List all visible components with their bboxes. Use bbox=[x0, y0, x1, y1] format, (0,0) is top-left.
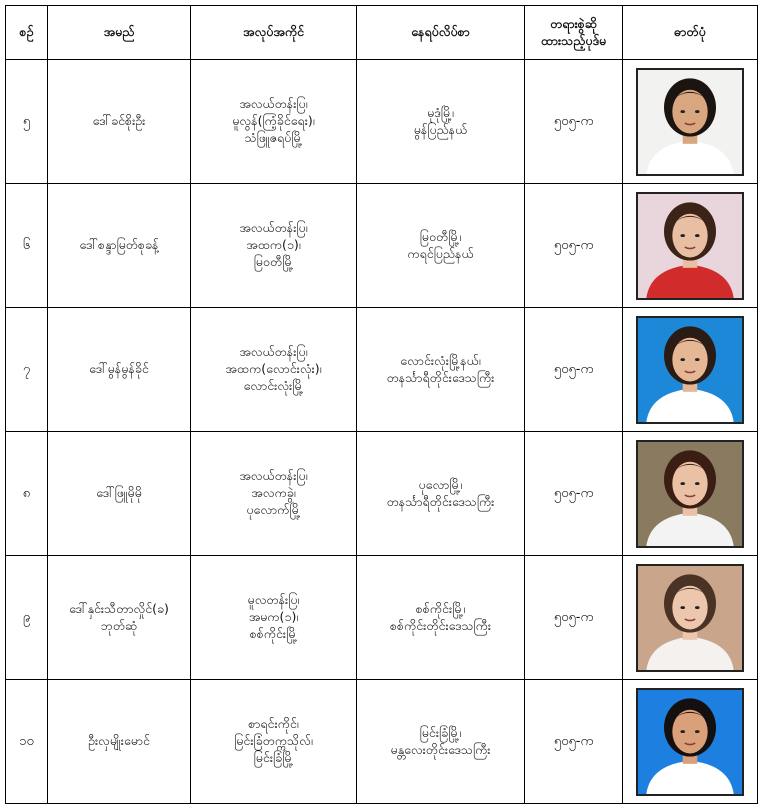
table-row bbox=[6, 680, 758, 804]
cell-position bbox=[191, 432, 357, 556]
cell-position-line: မူလွန်(ကြံ့ခိုင်ရေး)၊ bbox=[232, 113, 315, 129]
cell-position-line: မြင်းခြံမြို့ bbox=[253, 749, 294, 765]
cell-position-line: အလယ်တန်းပြ၊ bbox=[239, 96, 308, 112]
cell-section: ၅၀၅-က bbox=[525, 556, 623, 680]
cell-address-line: မုဒုံမြို့၊ bbox=[427, 104, 454, 120]
cell-name bbox=[48, 432, 191, 556]
table-row bbox=[6, 432, 758, 556]
cell-position-line: အလယ်တန်းပြ၊ bbox=[239, 220, 308, 236]
cell-name bbox=[48, 184, 191, 308]
portrait-icon bbox=[638, 194, 742, 298]
cell-address bbox=[357, 556, 525, 680]
cell-position bbox=[191, 680, 357, 804]
cell-position bbox=[191, 556, 357, 680]
cell-name-line: ဦးလှမျိုးမောင် bbox=[88, 733, 150, 749]
portrait-photo bbox=[636, 68, 744, 176]
cell-position-line: အလယ်တန်းပြ၊ bbox=[239, 344, 308, 360]
header-section bbox=[525, 6, 623, 60]
portrait-photo bbox=[636, 316, 744, 424]
cell-name-line: ဒေါ်စန္ဒာမြတ်စုခန့် bbox=[79, 237, 159, 253]
cell-address-line: ကရင်ပြည်နယ် bbox=[407, 245, 474, 261]
header-photo: ဓာတ်ပုံ bbox=[623, 6, 758, 60]
cell-no: ၆ bbox=[6, 184, 48, 308]
cell-no: ၉ bbox=[6, 556, 48, 680]
cell-address-line: မြဝတီမြို့၊ bbox=[419, 228, 462, 244]
cell-photo bbox=[623, 60, 758, 184]
portrait-icon bbox=[638, 566, 742, 670]
cell-address-line: တနင်္သာရီတိုင်းဒေသကြီး bbox=[386, 493, 495, 509]
cell-section: ၅၀၅-က bbox=[525, 432, 623, 556]
cell-address bbox=[357, 60, 525, 184]
cell-address bbox=[357, 184, 525, 308]
cell-section: ၅၀၅-က bbox=[525, 184, 623, 308]
cell-name-line: ဒေါ်ဖြူမိုမို bbox=[96, 485, 142, 501]
cell-no: ၅ bbox=[6, 60, 48, 184]
cell-address-line: ပုလောမြို့၊ bbox=[418, 476, 463, 492]
portrait-icon bbox=[638, 690, 742, 794]
cell-address-line: မန္တလေးတိုင်းဒေသကြီး bbox=[390, 741, 491, 757]
cell-name bbox=[48, 556, 191, 680]
table-row bbox=[6, 60, 758, 184]
table-row bbox=[6, 184, 758, 308]
cell-photo bbox=[623, 680, 758, 804]
cell-no: ၁၀ bbox=[6, 680, 48, 804]
table-row bbox=[6, 308, 758, 432]
cell-address-line: စစ်ကိုင်းမြို့၊ bbox=[415, 600, 466, 616]
detainee-table-container bbox=[5, 5, 757, 804]
detainee-table bbox=[5, 5, 758, 804]
cell-section: ၅၀၅-က bbox=[525, 60, 623, 184]
cell-name-line: ဒေါ်မွန်မွန်ခိုင် bbox=[89, 361, 149, 377]
header-section-line1: တရားစွဲဆို bbox=[550, 15, 597, 31]
cell-address-line: မွန်ပြည်နယ် bbox=[413, 121, 468, 137]
header-section-line2: ထားသည့်ပုဒ်မ bbox=[540, 32, 607, 48]
cell-section: ၅၀၅-က bbox=[525, 680, 623, 804]
cell-position-line: အလကခွဲ၊ bbox=[251, 485, 296, 501]
cell-position-line: အထက(လောင်းလုံး)၊ bbox=[225, 361, 322, 377]
cell-position-line: လောင်းလုံးမြို့ bbox=[243, 377, 304, 393]
cell-photo bbox=[623, 556, 758, 680]
cell-photo bbox=[623, 184, 758, 308]
cell-position-line: အမက(၁)၊ bbox=[248, 609, 299, 625]
cell-position bbox=[191, 60, 357, 184]
cell-address bbox=[357, 432, 525, 556]
header-address: နေရပ်လိပ်စာ bbox=[357, 6, 525, 60]
cell-address-line: စစ်ကိုင်းတိုင်းဒေသကြီး bbox=[389, 617, 492, 633]
cell-name-line: ဒေါ်ခင်စိုးဦး bbox=[92, 113, 146, 129]
cell-no: ၇ bbox=[6, 308, 48, 432]
cell-position-line: မြင်းခြံတက္ကသိုလ်၊ bbox=[234, 733, 313, 749]
cell-address-line: တနင်္သာရီတိုင်းဒေသကြီး bbox=[386, 369, 495, 385]
cell-name bbox=[48, 60, 191, 184]
cell-position-line: ပုလောက်မြို့ bbox=[246, 501, 301, 517]
cell-position bbox=[191, 184, 357, 308]
portrait-icon bbox=[638, 70, 742, 174]
cell-position-line: မြဝတီမြို့ bbox=[253, 253, 294, 269]
table-header-row bbox=[6, 6, 758, 60]
portrait-icon bbox=[638, 442, 742, 546]
cell-position bbox=[191, 308, 357, 432]
portrait-photo bbox=[636, 564, 744, 672]
portrait-icon bbox=[638, 318, 742, 422]
cell-address bbox=[357, 680, 525, 804]
cell-name-line: ဒေါ်နှင်းသီတာလှိုင်(ခ) bbox=[69, 600, 169, 616]
cell-name bbox=[48, 680, 191, 804]
table-row bbox=[6, 556, 758, 680]
cell-position-line: စစ်ကိုင်းမြို့ bbox=[249, 625, 298, 641]
portrait-photo bbox=[636, 192, 744, 300]
cell-no: ၈ bbox=[6, 432, 48, 556]
cell-photo bbox=[623, 432, 758, 556]
portrait-photo bbox=[636, 440, 744, 548]
header-position: အလုပ်အကိုင် bbox=[191, 6, 357, 60]
cell-position-line: အလယ်တန်းပြ၊ bbox=[239, 468, 308, 484]
cell-position-line: သံဖြူဇရပ်မြို့ bbox=[244, 129, 303, 145]
cell-position-line: မူလတန်းပြ၊ bbox=[247, 592, 300, 608]
cell-position-line: အထက(၁)၊ bbox=[246, 237, 301, 253]
cell-address-line: မြင်းခြံမြို့၊ bbox=[419, 724, 462, 740]
header-name: အမည် bbox=[48, 6, 191, 60]
cell-name bbox=[48, 308, 191, 432]
cell-name-line: ဘုတ်ဆုံ bbox=[100, 617, 138, 633]
cell-address bbox=[357, 308, 525, 432]
portrait-photo bbox=[636, 688, 744, 796]
header-no: စဉ် bbox=[6, 6, 48, 60]
cell-position-line: စာရင်းကိုင်၊ bbox=[248, 716, 299, 732]
cell-address-line: လောင်းလုံးမြို့နယ်၊ bbox=[400, 352, 481, 368]
cell-photo bbox=[623, 308, 758, 432]
cell-section: ၅၀၅-က bbox=[525, 308, 623, 432]
